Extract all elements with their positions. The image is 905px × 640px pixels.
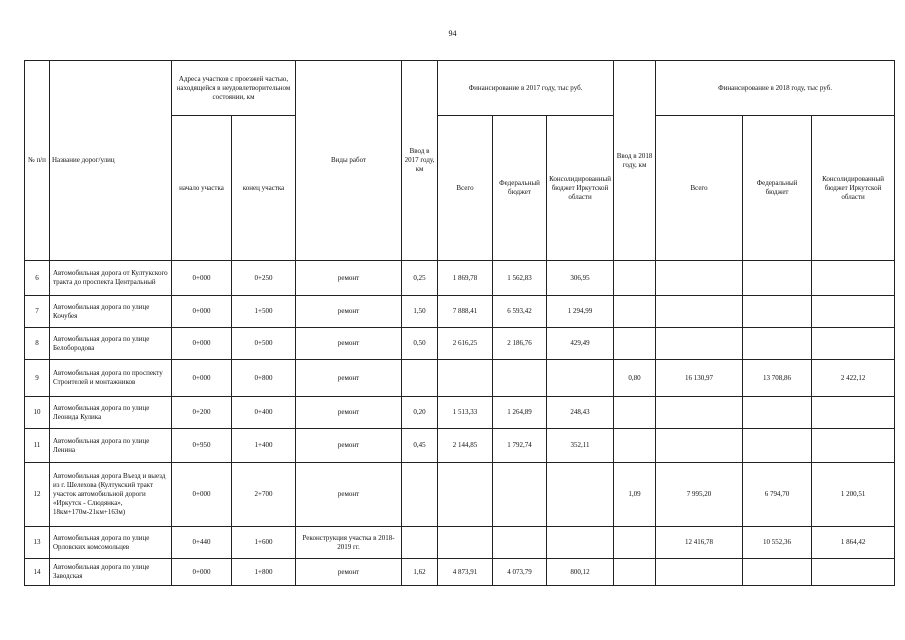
cell-consolidated-2018	[812, 429, 895, 463]
cell-start: 0+000	[172, 296, 232, 328]
cell-no: 13	[25, 527, 50, 559]
page-number: 94	[448, 29, 457, 38]
cell-road-name: Автомобильная дорога по улице Леонида Кулика	[50, 397, 172, 429]
cell-road-name: Автомобильная дорога по улице Кочубея	[50, 296, 172, 328]
cell-km-2018	[614, 296, 656, 328]
table-row	[25, 463, 895, 527]
cell-total-2018: 7 995,20	[656, 463, 743, 527]
header-road-name: Название дорог/улиц	[50, 61, 172, 261]
cell-no: 8	[25, 328, 50, 360]
cell-km-2017: 0,25	[402, 261, 438, 296]
table-row	[25, 261, 895, 296]
cell-km-2018: 0,80	[614, 360, 656, 397]
cell-km-2017: 0,20	[402, 397, 438, 429]
cell-consolidated-2017: 248,43	[547, 397, 614, 429]
cell-consolidated-2018	[812, 328, 895, 360]
cell-federal-2017: 1 792,74	[493, 429, 547, 463]
cell-km-2017	[402, 463, 438, 527]
cell-km-2018	[614, 429, 656, 463]
cell-total-2017	[438, 463, 493, 527]
cell-start: 0+000	[172, 261, 232, 296]
cell-km-2018	[614, 527, 656, 559]
cell-total-2018	[656, 397, 743, 429]
cell-start: 0+950	[172, 429, 232, 463]
cell-work-type: ремонт	[296, 559, 402, 586]
cell-no: 7	[25, 296, 50, 328]
cell-consolidated-2018: 1 200,51	[812, 463, 895, 527]
cell-federal-2018	[743, 261, 812, 296]
cell-km-2017: 1,50	[402, 296, 438, 328]
cell-total-2017: 1 869,78	[438, 261, 493, 296]
cell-end: 1+600	[232, 527, 296, 559]
table-row	[25, 397, 895, 429]
cell-end: 0+800	[232, 360, 296, 397]
cell-road-name: Автомобильная дорога по улице Белобородова	[50, 328, 172, 360]
cell-work-type: ремонт	[296, 328, 402, 360]
cell-road-name: Автомобильная дорога от Култукского тракта до проспекта Центральный	[50, 261, 172, 296]
cell-consolidated-2018: 1 864,42	[812, 527, 895, 559]
header-total-2018: Всего	[656, 116, 743, 261]
cell-km-2018: 1,09	[614, 463, 656, 527]
header-consolidated-2017: Консолидированный бюджет Иркутской области	[547, 116, 614, 261]
cell-end: 2+700	[232, 463, 296, 527]
cell-federal-2017	[493, 463, 547, 527]
cell-end: 1+400	[232, 429, 296, 463]
cell-consolidated-2018	[812, 397, 895, 429]
cell-federal-2017: 6 593,42	[493, 296, 547, 328]
cell-federal-2018	[743, 429, 812, 463]
cell-total-2018	[656, 261, 743, 296]
cell-end: 1+800	[232, 559, 296, 586]
cell-federal-2018	[743, 397, 812, 429]
cell-consolidated-2018	[812, 261, 895, 296]
cell-work-type: ремонт	[296, 463, 402, 527]
cell-total-2017: 2 144,85	[438, 429, 493, 463]
cell-km-2017: 0,45	[402, 429, 438, 463]
cell-no: 11	[25, 429, 50, 463]
cell-km-2018	[614, 559, 656, 586]
cell-km-2018	[614, 397, 656, 429]
header-consolidated-2018: Консолидированный бюджет Иркутской области	[812, 116, 895, 261]
cell-total-2017: 1 513,33	[438, 397, 493, 429]
header-work-type: Виды работ	[296, 61, 402, 261]
cell-federal-2017: 4 073,79	[493, 559, 547, 586]
cell-no: 12	[25, 463, 50, 527]
cell-no: 6	[25, 261, 50, 296]
table-row	[25, 328, 895, 360]
header-federal-2017: Федеральный бюджет	[493, 116, 547, 261]
cell-start: 0+000	[172, 559, 232, 586]
cell-consolidated-2018: 2 422,12	[812, 360, 895, 397]
header-federal-2018: Федеральный бюджет	[743, 116, 812, 261]
table-row	[25, 296, 895, 328]
header-funding-2018: Финансирование в 2018 году, тыс руб.	[656, 61, 895, 116]
cell-federal-2017: 2 186,76	[493, 328, 547, 360]
cell-start: 0+000	[172, 360, 232, 397]
road-funding-table	[24, 60, 895, 586]
cell-consolidated-2017: 352,11	[547, 429, 614, 463]
cell-start: 0+000	[172, 463, 232, 527]
table-row	[25, 527, 895, 559]
table-row	[25, 360, 895, 397]
cell-consolidated-2017	[547, 463, 614, 527]
cell-km-2017: 1,62	[402, 559, 438, 586]
table-row	[25, 559, 895, 586]
cell-federal-2017	[493, 360, 547, 397]
cell-total-2017	[438, 527, 493, 559]
header-addresses: Адреса участков с проезжей частью, находящейся в неудовлетворительном состоянии, км	[172, 61, 296, 116]
cell-km-2017	[402, 360, 438, 397]
cell-total-2018	[656, 296, 743, 328]
cell-consolidated-2018	[812, 559, 895, 586]
cell-consolidated-2017: 306,95	[547, 261, 614, 296]
header-start: начало участка	[172, 116, 232, 261]
cell-no: 10	[25, 397, 50, 429]
cell-start: 0+200	[172, 397, 232, 429]
header-no: № п/п	[25, 61, 50, 261]
cell-end: 1+500	[232, 296, 296, 328]
cell-no: 14	[25, 559, 50, 586]
cell-federal-2017: 1 562,83	[493, 261, 547, 296]
cell-consolidated-2017: 800,12	[547, 559, 614, 586]
cell-federal-2018	[743, 328, 812, 360]
header-commissioning-2017: Ввод в 2017 году, км	[402, 61, 438, 261]
cell-consolidated-2017: 1 294,99	[547, 296, 614, 328]
cell-total-2018: 16 130,97	[656, 360, 743, 397]
cell-total-2017: 7 888,41	[438, 296, 493, 328]
header-funding-2017: Финансирование в 2017 году, тыс руб.	[438, 61, 614, 116]
table-row	[25, 429, 895, 463]
cell-road-name: Автомобильная дорога по улице Заводская	[50, 559, 172, 586]
header-total-2017: Всего	[438, 116, 493, 261]
cell-total-2018	[656, 328, 743, 360]
cell-km-2018	[614, 261, 656, 296]
cell-consolidated-2017: 429,49	[547, 328, 614, 360]
cell-total-2018: 12 416,78	[656, 527, 743, 559]
cell-road-name: Автомобильная дорога по улице Ленина	[50, 429, 172, 463]
cell-work-type: ремонт	[296, 397, 402, 429]
cell-federal-2017	[493, 527, 547, 559]
cell-end: 0+500	[232, 328, 296, 360]
cell-consolidated-2017	[547, 527, 614, 559]
cell-no: 9	[25, 360, 50, 397]
header-commissioning-2018: Ввод в 2018 году, км	[614, 61, 656, 261]
cell-federal-2018: 6 794,70	[743, 463, 812, 527]
cell-total-2017: 2 616,25	[438, 328, 493, 360]
cell-work-type: ремонт	[296, 360, 402, 397]
cell-total-2017: 4 873,91	[438, 559, 493, 586]
cell-federal-2018: 13 708,86	[743, 360, 812, 397]
cell-consolidated-2017	[547, 360, 614, 397]
cell-km-2017	[402, 527, 438, 559]
cell-end: 0+250	[232, 261, 296, 296]
cell-federal-2018	[743, 296, 812, 328]
cell-total-2017	[438, 360, 493, 397]
cell-federal-2018	[743, 559, 812, 586]
cell-federal-2018: 10 552,36	[743, 527, 812, 559]
cell-work-type: ремонт	[296, 296, 402, 328]
cell-road-name: Автомобильная дорога по улице Орловских комсомольцев	[50, 527, 172, 559]
cell-start: 0+440	[172, 527, 232, 559]
cell-end: 0+400	[232, 397, 296, 429]
header-end: конец участка	[232, 116, 296, 261]
cell-work-type: ремонт	[296, 429, 402, 463]
cell-consolidated-2018	[812, 296, 895, 328]
cell-start: 0+000	[172, 328, 232, 360]
cell-km-2017: 0,50	[402, 328, 438, 360]
cell-work-type: Реконструкция участка в 2018-2019 гг.	[296, 527, 402, 559]
cell-federal-2017: 1 264,89	[493, 397, 547, 429]
cell-total-2018	[656, 429, 743, 463]
cell-road-name: Автомобильная дорога по проспекту Строителей и монтажников	[50, 360, 172, 397]
cell-total-2018	[656, 559, 743, 586]
cell-road-name: Автомобильная дорога Въезд и выезд из г. Шелехова (Култукский тракт участок автомобильной дороги «Иркутск - Слюдянка», 18км+170м-21км+163м)	[50, 463, 172, 527]
cell-work-type: ремонт	[296, 261, 402, 296]
cell-km-2018	[614, 328, 656, 360]
